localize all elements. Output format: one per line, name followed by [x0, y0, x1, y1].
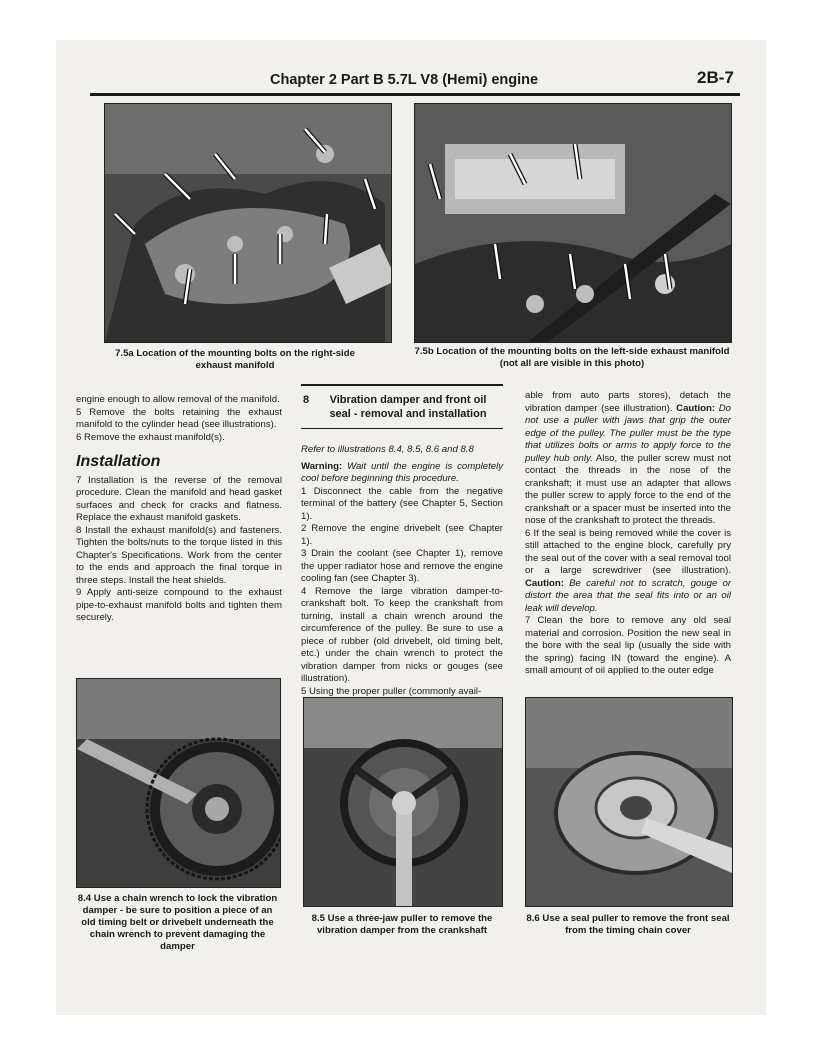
paragraph: 3 Drain the coolant (see Chapter 1), remove the upper radiator hose and remove the engine cooling fan (see Chapter 3).	[301, 548, 503, 584]
photo-8-4-chain-wrench	[76, 678, 281, 888]
warning-label: Warning:	[301, 460, 343, 472]
warning-text: Wait until the engine is completely cool before beginning this procedure.	[301, 460, 503, 484]
text: able from auto parts stores), detach the vibration damper (see illustration).	[525, 390, 731, 414]
section-top-rule	[301, 384, 503, 386]
paragraph: 2 Remove the engine drivebelt (see Chapter 1).	[301, 523, 503, 547]
section-bottom-rule	[301, 428, 503, 429]
paragraph: 6 Remove the exhaust manifold(s).	[76, 431, 225, 443]
caption-8-5: 8.5 Use a three-jaw puller to remove the vibration damper from the crankshaft	[311, 913, 493, 936]
paragraph: 4 Remove the large vibration damper-to-crankshaft bolt. To keep the crankshaft from turning, install a chain wrench around the circumference of the pulley. Be sure to use a piece of rubber (old drivebelt, old timing belt, etc.) under the chain wrench to protect the vibration damper from nicks or gouges (see illustration).	[301, 585, 503, 684]
photo-8-6-seal-puller	[525, 697, 733, 907]
section-title: Vibration damper and front oil seal - removal and installation	[329, 394, 487, 420]
column-1	[76, 394, 282, 625]
warning-paragraph	[301, 461, 503, 486]
photo-8-5-three-jaw-puller	[303, 697, 503, 907]
paragraph: 8 Install the exhaust manifold(s) and fasteners. Tighten the bolts/nuts to the torque listed in this Chapter's Specifications. Work from the center to the ends and approach the final torque in three steps. Install the heat shields.	[76, 524, 282, 586]
column-3	[525, 390, 731, 678]
text: 6 If the seal is being removed while the cover is still attached to the engine block, carefully pry the seal out of the cover with a seal removal tool or a large screwdriver (see illustration).	[525, 527, 731, 576]
page-title: Chapter 2 Part B 5.7L V8 (Hemi) engine	[270, 72, 539, 88]
caution-label: Caution:	[525, 577, 564, 589]
paragraph	[525, 528, 731, 616]
header-rule	[90, 93, 740, 96]
paragraph: 1 Disconnect the cable from the negative terminal of the battery (see Chapter 5, Section 1).	[301, 485, 503, 522]
caution-text: Be careful not to scratch, gouge or distort the area that the seal fits into or an oil leak will develop.	[525, 577, 732, 614]
reference-line: Refer to illustrations 8.4, 8.5, 8.6 and 8.8	[301, 444, 474, 455]
text: Also, the puller screw must not contact the threads in the nose of the crankshaft; it must use an adapter that allows the puller screw to apply force to the end of the crankshaft or a spacer must be inserted into the nose of the crankshaft to protect the threads.	[525, 452, 731, 526]
photo-7-5a-right-exhaust-manifold	[104, 103, 392, 343]
paragraph: 9 Apply anti-seize compound to the exhaust pipe-to-exhaust manifold bolts and tighten them securely.	[76, 587, 282, 623]
caption-7-5a: 7.5a Location of the mounting bolts on the right-side exhaust manifold	[115, 348, 355, 371]
paragraph: 7 Installation is the reverse of the removal procedure. Clean the manifold and head gasket surfaces and check for cracks and flatness. Replace the exhaust manifold gaskets.	[76, 474, 282, 523]
paragraph: 5 Remove the bolts retaining the exhaust manifold to the cylinder head (see illustrations).	[76, 406, 282, 430]
paragraph: 5 Using the proper puller (commonly avail-	[301, 685, 482, 697]
section-heading-installation: Installation	[76, 453, 161, 470]
paragraph	[525, 390, 731, 528]
caution-text: Do not use a puller with jaws that grip the outer edge of the pulley. The puller must be the type that utilizes bolts or arms to apply force to the pulley hub only.	[525, 402, 731, 464]
page-number: 2B-7	[697, 68, 734, 87]
photo-7-5b-left-exhaust-manifold	[414, 103, 732, 343]
caption-8-4: 8.4 Use a chain wrench to lock the vibration damper - be sure to position a piece of an old timing belt or drivebelt underneath the chain wrench to prevent damaging the damper	[77, 893, 278, 952]
caution-label: Caution:	[676, 402, 716, 414]
paragraph: 7 Clean the bore to remove any old seal material and corrosion. Position the new seal in the bore with the seal lip (usually the side with the spring) facing IN (toward the engine). A small amount of oil applied to the outer edge	[525, 615, 731, 676]
paragraph: engine enough to allow removal of the manifold.	[76, 394, 280, 405]
caption-7-5b: 7.5b Location of the mounting bolts on the left-side exhaust manifold (not all are visible in this photo)	[414, 346, 730, 369]
caption-8-6: 8.6 Use a seal puller to remove the front seal from the timing chain cover	[526, 913, 730, 936]
column-2	[301, 436, 503, 698]
section-number: 8	[303, 394, 310, 406]
